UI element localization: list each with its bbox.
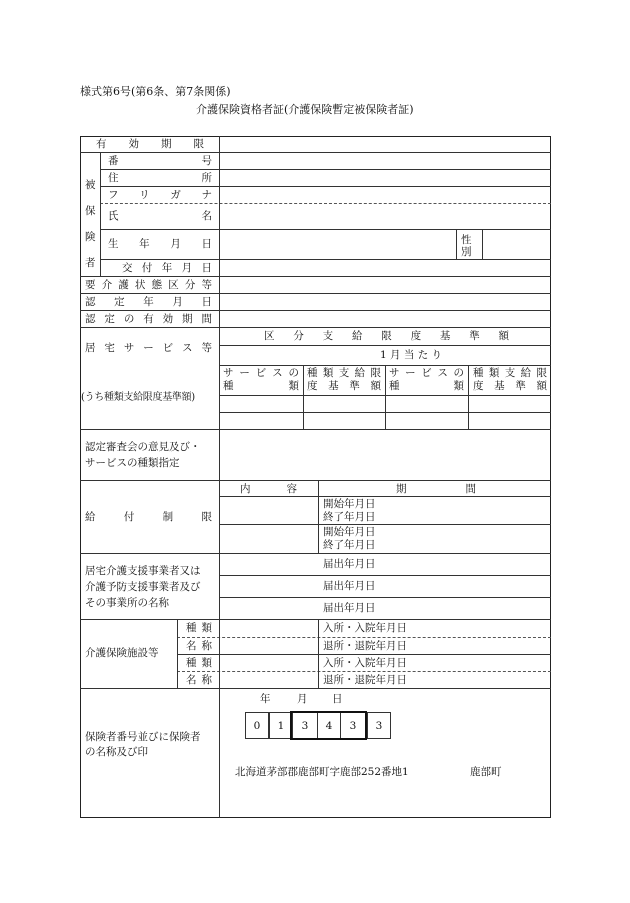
facility-name-1: 名 称	[186, 640, 212, 652]
opinion-label-2: サービスの種類指定	[85, 457, 180, 469]
admission-date-1: 入所・入院年月日	[323, 622, 407, 634]
benefit-limit-label: 給 付 制 限	[85, 511, 212, 523]
limit-header: 区 分 支 給 限 度 基 準 額	[264, 330, 509, 342]
end-date-label-1: 終了年月日	[323, 511, 376, 523]
furigana-label: フ リ ガ ナ	[108, 189, 212, 201]
cert-date-label: 認 定 年 月 日	[85, 296, 212, 308]
insurer-digit-5: 3	[349, 719, 357, 732]
form-number: 様式第6号(第6条、第7条関係)	[80, 85, 231, 98]
address-label: 住 所	[108, 172, 212, 184]
insurer-digit-1: 0	[245, 712, 269, 739]
date-month-label: 月	[297, 693, 308, 705]
limit-amount-header-1a: 種 類 支 給 限	[307, 367, 381, 379]
start-date-label-2: 開始年月日	[323, 526, 376, 538]
issue-date-label: 交 付 年 月 日	[122, 262, 212, 274]
support-label-2: 介護予防支援事業者及び	[85, 581, 201, 593]
service-type-header-1b: 種 類	[223, 380, 299, 392]
type-limit-note: (うち種類支給限度基準額)	[81, 392, 195, 403]
facility-kind-2: 種 類	[186, 657, 212, 669]
period-header: 期 間	[396, 483, 476, 495]
notified-date-1: 届出年月日	[323, 558, 376, 570]
insurer-label-1: 保険者番号並びに保険者	[85, 731, 201, 743]
insured-group-label: 被保険者	[85, 179, 96, 269]
support-label-1: 居宅介護支援事業者又は	[85, 565, 201, 577]
end-date-label-2: 終了年月日	[323, 539, 376, 551]
name-label: 氏 名	[108, 210, 212, 222]
discharge-date-2: 退所・退院年月日	[323, 674, 407, 686]
admission-date-2: 入所・入院年月日	[323, 657, 407, 669]
insurer-digit-2: 1	[269, 712, 293, 739]
service-type-header-2b: 種 類	[389, 380, 464, 392]
gender-label: 性別	[461, 234, 472, 258]
discharge-date-1: 退所・退院年月日	[323, 640, 407, 652]
opinion-label-1: 認定審査会の意見及び・	[85, 441, 201, 453]
insurer-municipality: 鹿部町	[470, 766, 502, 778]
cert-period-label: 認 定 の 有 効 期 間	[85, 313, 212, 325]
insurer-digit-3: 3	[301, 719, 309, 732]
page-title: 介護保険資格者証(介護保険暫定被保険者証)	[196, 103, 414, 116]
date-year-label: 年	[260, 693, 271, 705]
notified-date-2: 届出年月日	[323, 580, 376, 592]
facility-label: 介護保険施設等	[85, 647, 159, 659]
facility-kind-1: 種 類	[186, 622, 212, 634]
limit-amount-header-2b: 度 基 準 額	[473, 380, 547, 392]
home-service-label: 居 宅 サ ー ビ ス 等	[85, 342, 212, 354]
number-label: 番 号	[108, 155, 212, 167]
insurer-label-2: の名称及び印	[85, 746, 148, 758]
date-day-label: 日	[332, 693, 343, 705]
content-header: 内 容	[240, 483, 297, 495]
limit-amount-header-2a: 種 類 支 給 限	[473, 367, 547, 379]
insurer-digit-6: 3	[367, 712, 391, 739]
support-label-3: その事業所の名称	[85, 597, 169, 609]
validity-label: 有 効 期 限	[96, 138, 204, 150]
insurer-digit-group	[290, 711, 367, 740]
insurer-digit-4: 4	[317, 712, 341, 739]
limit-amount-header-1b: 度 基 準 額	[307, 380, 381, 392]
per-month-label: 1 月 当 た り	[380, 349, 443, 361]
insurer-address: 北海道茅部郡鹿部町字鹿部252番地1	[235, 766, 409, 778]
service-type-header-2a: サ ー ビ ス の	[389, 367, 464, 379]
notified-date-3: 届出年月日	[323, 602, 376, 614]
birthdate-label: 生 年 月 日	[108, 238, 212, 250]
start-date-label-1: 開始年月日	[323, 498, 376, 510]
care-level-label: 要 介 護 状 態 区 分 等	[85, 279, 212, 291]
service-type-header-1a: サ ー ビ ス の	[223, 367, 299, 379]
facility-name-2: 名 称	[186, 674, 212, 686]
